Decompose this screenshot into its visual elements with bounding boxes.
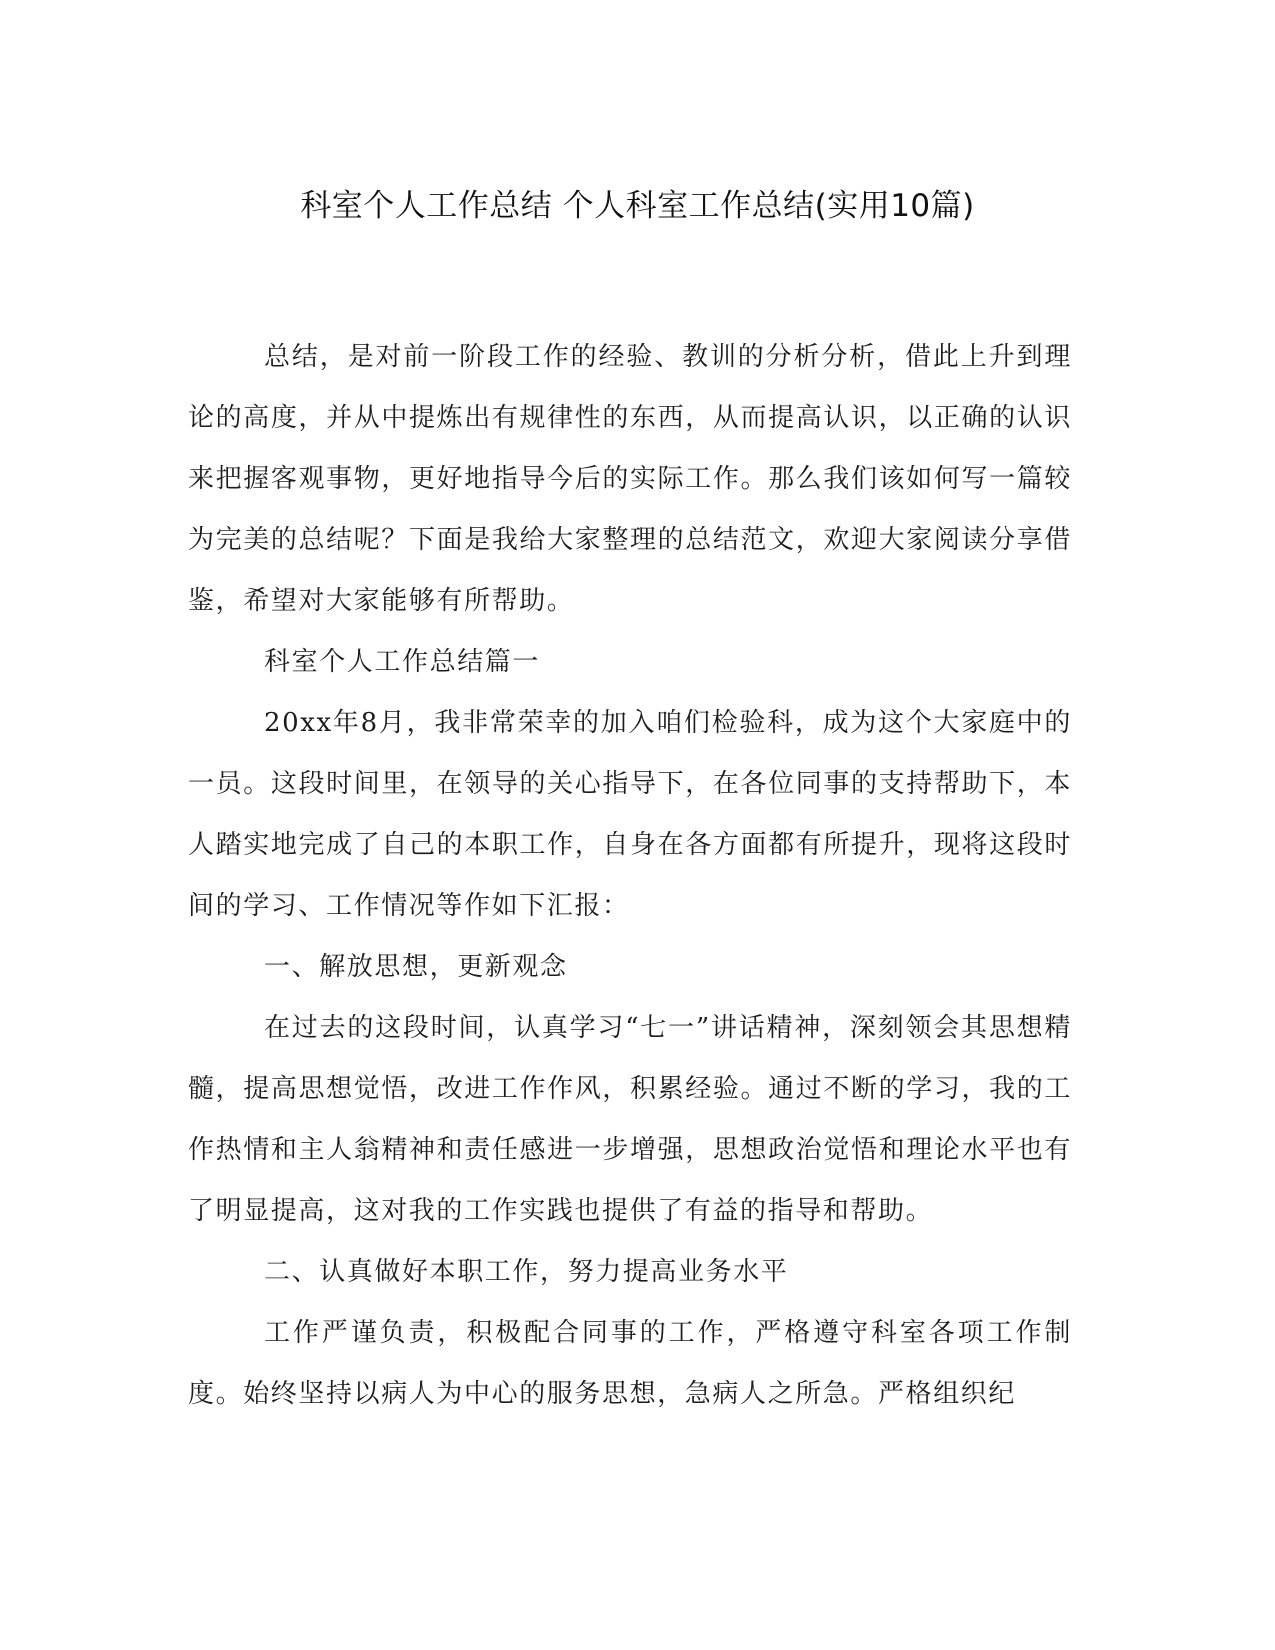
paragraph-work: 工作严谨负责，积极配合同事的工作，严格遵守科室各项工作制度。始终坚持以病人为中心的服务思想，急病人之所急。严格组织纪 <box>188 1318 1072 1409</box>
intro-paragraph: 总结，是对前一阶段工作的经验、教训的分析分析，借此上升到理论的高度，并从中提炼出有规律性的东西，从而提高认识，以正确的认识来把握客观事物，更好地指导今后的实际工作。那么我们该如何写一篇较为完美的总结呢？下面是我给大家整理的总结范文，欢迎大家阅读分享借鉴，希望对大家能够有所帮助。 <box>188 342 1072 616</box>
section-heading-part-one: 科室个人工作总结篇一 <box>264 647 541 677</box>
paragraph-study: 在过去的这段时间，认真学习“七一”讲话精神，深刻领会其思想精髓，提高思想觉悟，改进工作作风，积累经验。通过不断的学习，我的工作热情和主人翁精神和责任感进一步增强，思想政治觉悟和理论水平也有了明显提高，这对我的工作实践也提供了有益的指导和帮助。 <box>188 1013 1072 1226</box>
document-body <box>188 327 1072 1425</box>
subheading-one: 一、解放思想，更新观念 <box>264 952 568 982</box>
subheading-two: 二、认真做好本职工作，努力提高业务水平 <box>264 1257 789 1287</box>
document-title: 科室个人工作总结 个人科室工作总结(实用10篇) <box>300 188 975 224</box>
paragraph-report-intro: 20xx年8月，我非常荣幸的加入咱们检验科，成为这个大家庭中的一员。这段时间里，在领导的关心指导下，在各位同事的支持帮助下，本人踏实地完成了自己的本职工作，自身在各方面都有所提升，现将这段时间的学习、工作情况等作如下汇报： <box>188 708 1072 921</box>
